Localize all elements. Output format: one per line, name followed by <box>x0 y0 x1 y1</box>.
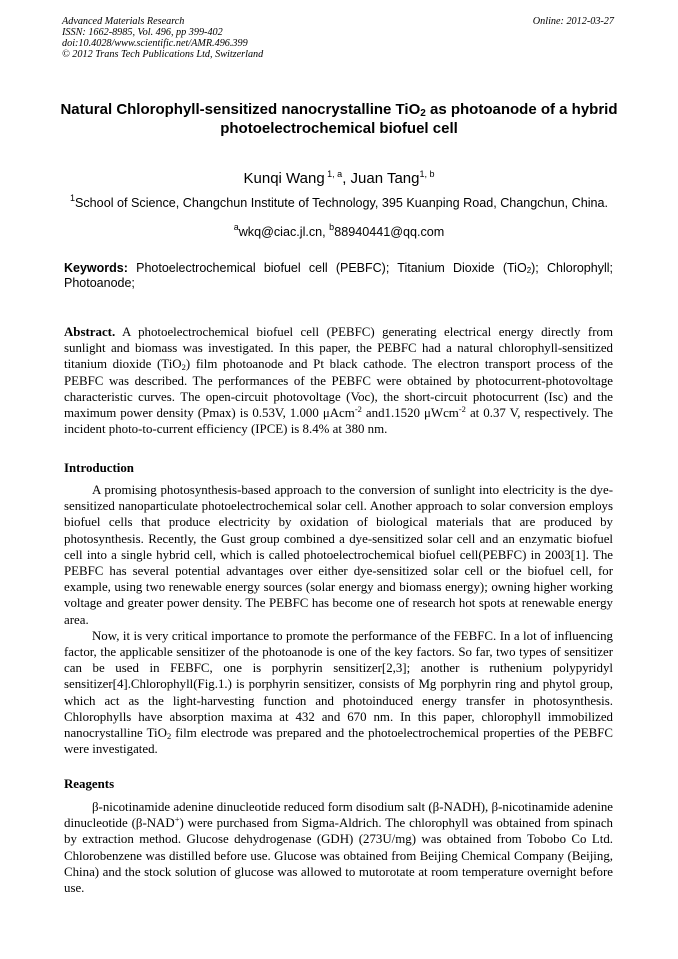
intro-paragraph-1: A promising photosynthesis-based approach to the conversion of sunlight into electricity is the dye-sensitized nanoparticulate photoelectrochemical solar cell. Another approach to solar conversion employs biofuel cells that produce electricity by oxidation of biological materials that are produced by photosynthesis. Recently, the Gust group combined a dye-sensitized solar cell and an enzymatic biofuel cell into a single hybrid cell, which is called photoelectrochemical biofuel cell(PEBFC) in 2003[1]. The PEBFC has several potential advantages over either dye-sensitized solar cell or the biofuel cell, for example, using two renewable energy sources (solar energy and biomass energy); owning higher working voltage and greater power density. The PEBFC has become one of research hot spots at renewable energy area. <box>64 483 613 627</box>
reagents-paragraph <box>64 799 613 896</box>
author-list <box>0 170 678 187</box>
paper-title <box>50 100 628 138</box>
copyright-line: © 2012 Trans Tech Publications Ltd, Switzerland <box>62 49 264 60</box>
keywords-label: Keywords: <box>64 261 128 275</box>
email-a-mark: a <box>233 222 239 232</box>
reagents-text-1: β-nicotinamide adenine dinucleotide reduced form disodium salt (β-NADH), β-nicotinamide adenine dinucleotide (β-NAD <box>64 800 613 831</box>
reagents-heading: Reagents <box>64 777 115 791</box>
abstract-sup-2: -2 <box>458 404 466 415</box>
abstract-text-1: A photoelectrochemical biofuel cell (PEBFC) generating electrical energy directly from sunlight and biomass was investigated. In this paper, the PEBFC had a natural chlorophyll-sensitized titanium dioxide (TiO <box>64 325 613 372</box>
affiliation-mark: 1 <box>69 193 75 203</box>
author-separator: , <box>342 170 351 187</box>
abstract-text-2: ) film photoanode and Pt black cathode. The electron transport process of the PEBFC was described. The performances of the PEBFC were obtained by photocurrent-photovoltage characteristic curves. The open-circuit photovoltage (Voc), the short-circuit photocurrent (Isc) and the maximum power density (Pmax) is 0.53V, 1.000 μAcm <box>64 357 613 421</box>
doi-line: doi:10.4028/www.scientific.net/AMR.496.399 <box>62 38 248 49</box>
abstract <box>64 324 613 437</box>
intro-p2-text-2: film electrode was prepared and the photoelectrochemical properties of the PEBFC were investigated. <box>64 726 613 757</box>
author-1-affil: 1, a <box>324 169 343 179</box>
author-2-affil: 1, b <box>419 169 435 179</box>
abstract-text-3: and1.1520 μWcm <box>361 406 459 421</box>
keywords-text-1: Photoelectrochemical biofuel cell (PEBFC); Titanium Dioxide (TiO <box>127 261 527 275</box>
email-b: 88940441@qq.com <box>334 225 445 239</box>
introduction-body <box>64 482 613 757</box>
online-date: Online: 2012-03-27 <box>532 16 614 27</box>
abstract-label: Abstract. <box>64 325 116 339</box>
abstract-sup-1: -2 <box>354 404 362 415</box>
author-2: Juan Tang <box>350 170 420 187</box>
abstract-sub-1: 2 <box>181 362 186 373</box>
email-a: wkq@ciac.jl.cn, <box>238 225 330 239</box>
title-part2: as photoanode of a hybrid photoelectrochemical biofuel cell <box>220 101 618 137</box>
journal-name: Advanced Materials Research <box>62 16 185 27</box>
keywords-subscript: 2 <box>526 266 532 275</box>
affiliation-text: School of Science, Changchun Institute of Technology, 395 Kuanping Road, Changchun, China. <box>74 196 609 210</box>
author-1: Kunqi Wang <box>243 170 325 187</box>
intro-paragraph-2 <box>64 628 613 758</box>
journal-header <box>62 16 622 60</box>
abstract-text-4: at 0.37 V, respectively. The incident photo-to-current efficiency (IPCE) is 8.4% at 380 nm. <box>64 406 613 437</box>
affiliation <box>0 193 678 210</box>
title-subscript: 2 <box>420 108 426 119</box>
intro-p2-text-1: Now, it is very critical importance to promote the performance of the FEBFC. In a lot of influencing factor, the applicable sensitizer of the photoanode is one of the key factors. So far, two types of sensitizer can be used in FEBFC, one is porphyrin sensitizer[2,3]; another is ruthenium polypyridyl sensitizer[4].Chlorophyll(Fig.1.) is porphyrin sensitizer, consists of Mg porphyrin ring and phytol group, which act as the light-harvesting function and photoinduced energy transfer in photosynthesis. Chlorophylls have absorption maxima at 432 and 670 nm. In this paper, chlorophyll immobilized nanocrystalline TiO <box>64 628 613 741</box>
author-emails <box>0 222 678 239</box>
introduction-heading: Introduction <box>64 461 134 475</box>
keywords <box>64 261 613 290</box>
intro-p2-subscript: 2 <box>166 731 172 742</box>
issn-line: ISSN: 1662-8985, Vol. 496, pp 399-402 <box>62 27 223 38</box>
email-b-mark: b <box>329 222 335 232</box>
reagents-body <box>64 799 613 896</box>
keywords-text-2: ); Chlorophyll; Photoanode; <box>64 261 613 290</box>
reagents-sup: + <box>174 814 180 825</box>
reagents-text-2: ) were purchased from Sigma-Aldrich. The chlorophyll was obtained from spinach by extraction method. Glucose dehydrogenase (GDH) (273U/mg) was obtained from Tobobo Co Ltd. Chlorobenzene was distilled before use. Glucose was obtained from Beijing Chemical Company (Beijing, China) and the stock solution of glucose was allowed to mutorotate at room temperature overnight before use. <box>64 816 613 896</box>
title-part1: Natural Chlorophyll-sensitized nanocrystalline TiO <box>60 101 421 118</box>
